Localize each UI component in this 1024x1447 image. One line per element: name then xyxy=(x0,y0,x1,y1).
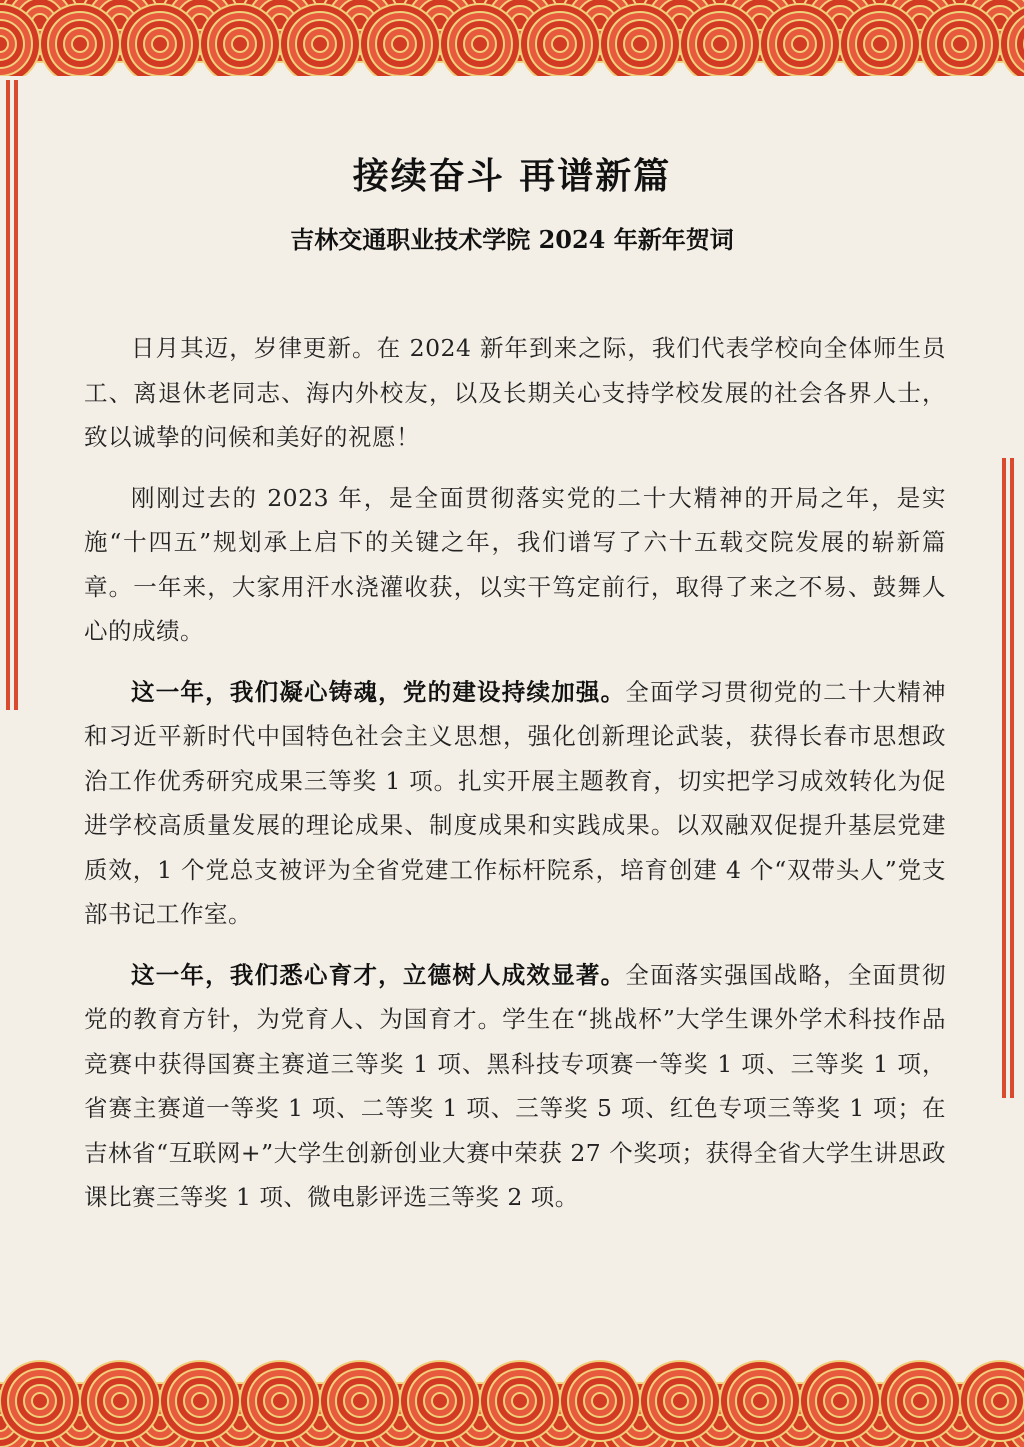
paragraph-text: 刚刚过去的 2023 年，是全面贯彻落实党的二十大精神的开局之年，是实施“十四五”规划承上启下的关键之年，我们谱写了六十五载交院发展的崭新篇章。一年来，大家用汗水浇灌收获，以实干笃定前行，取得了来之不易、鼓舞人心的成绩。 xyxy=(84,483,946,645)
page-title: 接续奋斗 再谱新篇 xyxy=(352,155,672,198)
wave-pattern-bottom xyxy=(0,1327,1024,1447)
paragraph-3 xyxy=(84,670,946,937)
paragraph-1 xyxy=(84,326,946,460)
page-subtitle: 吉林交通职业技术学院 2024 年新年贺词 xyxy=(290,225,734,254)
paragraph-text: 全面落实强国战略，全面贯彻党的教育方针，为党育人、为国育才。学生在“挑战杯”大学生课外学术科技作品竞赛中获得国赛主赛道三等奖 1 项、黑科技专项赛一等奖 1 项、三等奖 1 项，省赛主赛道一等奖 1 项、二等奖 1 项、三等奖 5 项、红色专项三等奖 1 项；在吉林省“互联网+”大学生创新创业大赛中荣获 27 个奖项；获得全省大学生讲思政课比赛三等奖 1 项、微电影评选三等奖 2 项。 xyxy=(84,960,946,1211)
paragraph-lead: 这一年，我们凝心铸魂，党的建设持续加强。 xyxy=(131,677,626,706)
paragraph-4 xyxy=(84,953,946,1220)
right-decorative-bars xyxy=(1000,458,1022,1098)
top-wave-border xyxy=(0,0,1024,80)
paragraph-lead: 这一年，我们悉心育才，立德树人成效显著。 xyxy=(131,960,626,989)
wave-pattern-top xyxy=(0,0,1024,80)
bottom-wave-border xyxy=(0,1327,1024,1447)
paragraph-text: 日月其迈，岁律更新。在 2024 新年到来之际，我们代表学校向全体师生员工、离退休老同志、海内外校友，以及长期关心支持学校发展的社会各界人士，致以诚挚的问候和美好的祝愿！ xyxy=(84,334,946,451)
letter-body xyxy=(84,326,946,1236)
paragraph-text: 全面学习贯彻党的二十大精神和习近平新时代中国特色社会主义思想，强化创新理论武装，获得长春市思想政治工作优秀研究成果三等奖 1 项。扎实开展主题教育，切实把学习成效转化为促进学校高质量发展的理论成果、制度成果和实践成果。以双融双促提升基层党建质效，1 个党总支被评为全省党建工作标杆院系，培育创建 4 个“双带头人”党支部书记工作室。 xyxy=(84,677,946,928)
paragraph-2 xyxy=(84,476,946,654)
